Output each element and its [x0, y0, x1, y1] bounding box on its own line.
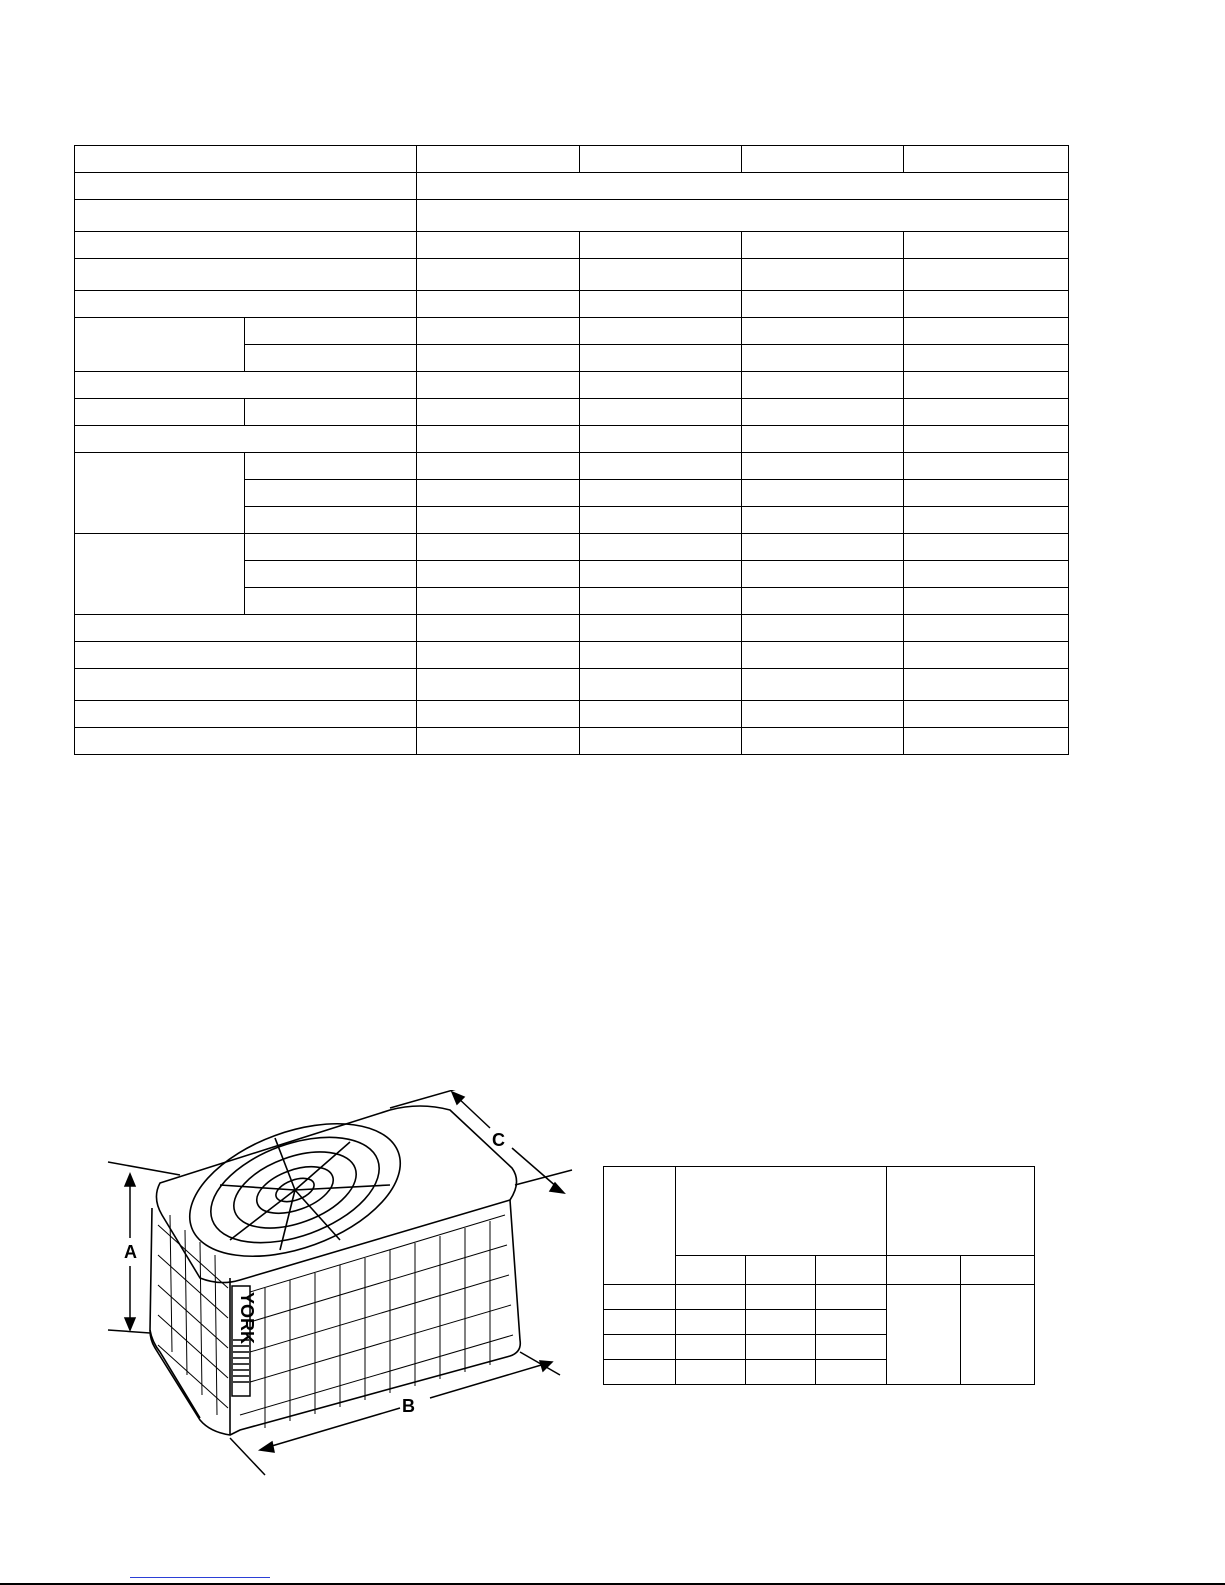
- table-row: [75, 259, 1069, 291]
- second-group-header: [887, 1167, 1035, 1256]
- outdoor-unit-drawing: [100, 1090, 580, 1480]
- dimension-b-label: B: [402, 1396, 415, 1416]
- table-row: [75, 728, 1069, 755]
- table-row: [75, 701, 1069, 728]
- table-row: [75, 318, 1069, 345]
- table-row: [75, 453, 1069, 480]
- table-row: [75, 372, 1069, 399]
- dimensions-group-header: [676, 1167, 887, 1256]
- model-column-3: [742, 146, 904, 173]
- table-row: [75, 426, 1069, 453]
- table-row: [75, 615, 1069, 642]
- dimension-a-callout: [108, 1162, 180, 1333]
- model-column-4: [904, 146, 1069, 173]
- table-row: [604, 1285, 1035, 1310]
- table-row: [75, 669, 1069, 701]
- york-logo: YORK: [237, 1292, 257, 1345]
- table-header-row: [604, 1167, 1035, 1256]
- table-row: [75, 534, 1069, 561]
- dimensions-table: [603, 1166, 1035, 1385]
- model-column-1: [417, 146, 580, 173]
- table-row: [75, 291, 1069, 318]
- table-header-row: [75, 146, 1069, 173]
- table-row: [75, 399, 1069, 426]
- table-row: [75, 173, 1069, 200]
- dimension-a-label: A: [124, 1242, 137, 1262]
- dimension-b-callout: [230, 1352, 560, 1475]
- table-row: [75, 642, 1069, 669]
- table-row: [75, 200, 1069, 232]
- footer-link-underline[interactable]: [130, 1577, 270, 1578]
- table-row: [75, 232, 1069, 259]
- table-cell: [75, 146, 417, 173]
- specification-table: [74, 145, 1069, 755]
- dimension-c-label: C: [492, 1130, 505, 1150]
- model-column-2: [580, 146, 742, 173]
